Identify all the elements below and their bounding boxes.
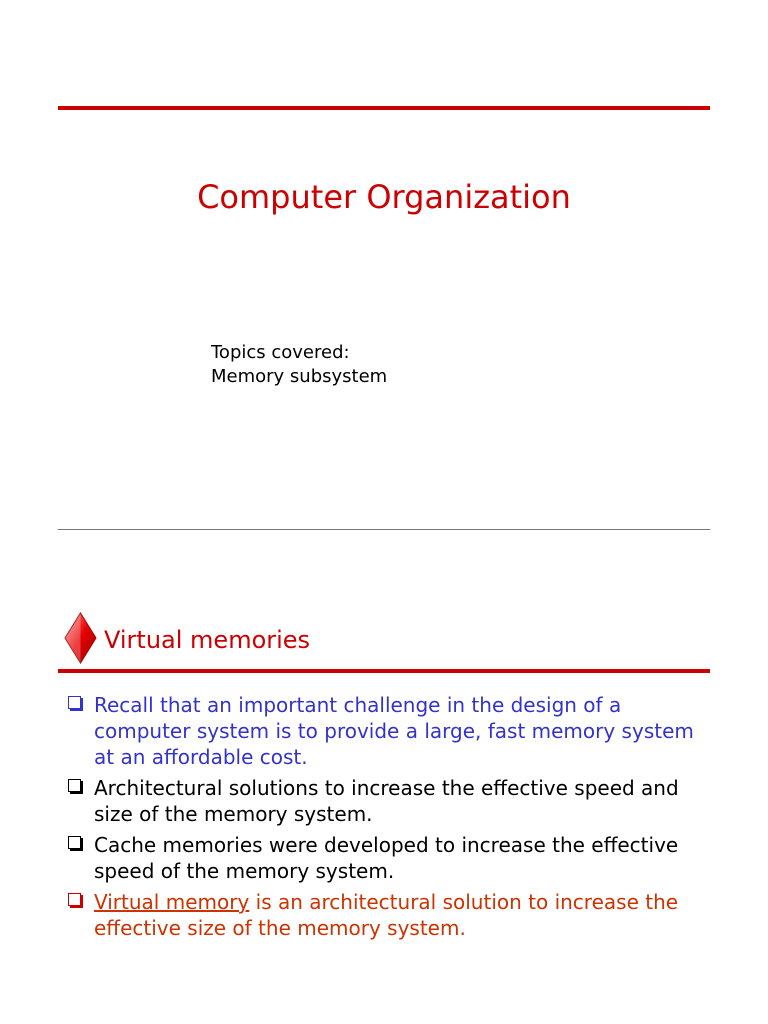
- bullet-text: Cache memories were developed to increase the effective speed of the memory system.: [94, 833, 679, 883]
- virtual-memory-link[interactable]: Virtual memory: [94, 890, 250, 914]
- list-item: [66, 692, 706, 770]
- slide-divider: [58, 529, 710, 530]
- topics-label: Topics covered:: [211, 342, 350, 363]
- list-item: [66, 775, 706, 827]
- slide-title: Computer Organization: [197, 178, 571, 216]
- section-rule: [58, 669, 710, 673]
- checkbox-bullet-icon: [68, 836, 81, 849]
- bullet-text: is an architectural solution to increase the effective size of the memory system.: [94, 890, 679, 940]
- list-item: [66, 889, 706, 941]
- bullet-text: Recall that an important challenge in the design of a computer system is to provide a large, fast memory system at an affordable cost.: [94, 693, 694, 769]
- diamond-icon: [64, 612, 97, 664]
- bullet-text: Architectural solutions to increase the effective speed and size of the memory system.: [94, 776, 679, 826]
- checkbox-bullet-icon: [68, 696, 81, 709]
- list-item: [66, 832, 706, 884]
- title-top-rule: [58, 106, 710, 110]
- topics-value: Memory subsystem: [211, 366, 388, 387]
- checkbox-bullet-icon: [68, 893, 81, 906]
- section-heading: Virtual memories: [104, 626, 311, 654]
- bullet-list: [66, 692, 706, 946]
- checkbox-bullet-icon: [68, 779, 81, 792]
- topics-block: [211, 341, 387, 389]
